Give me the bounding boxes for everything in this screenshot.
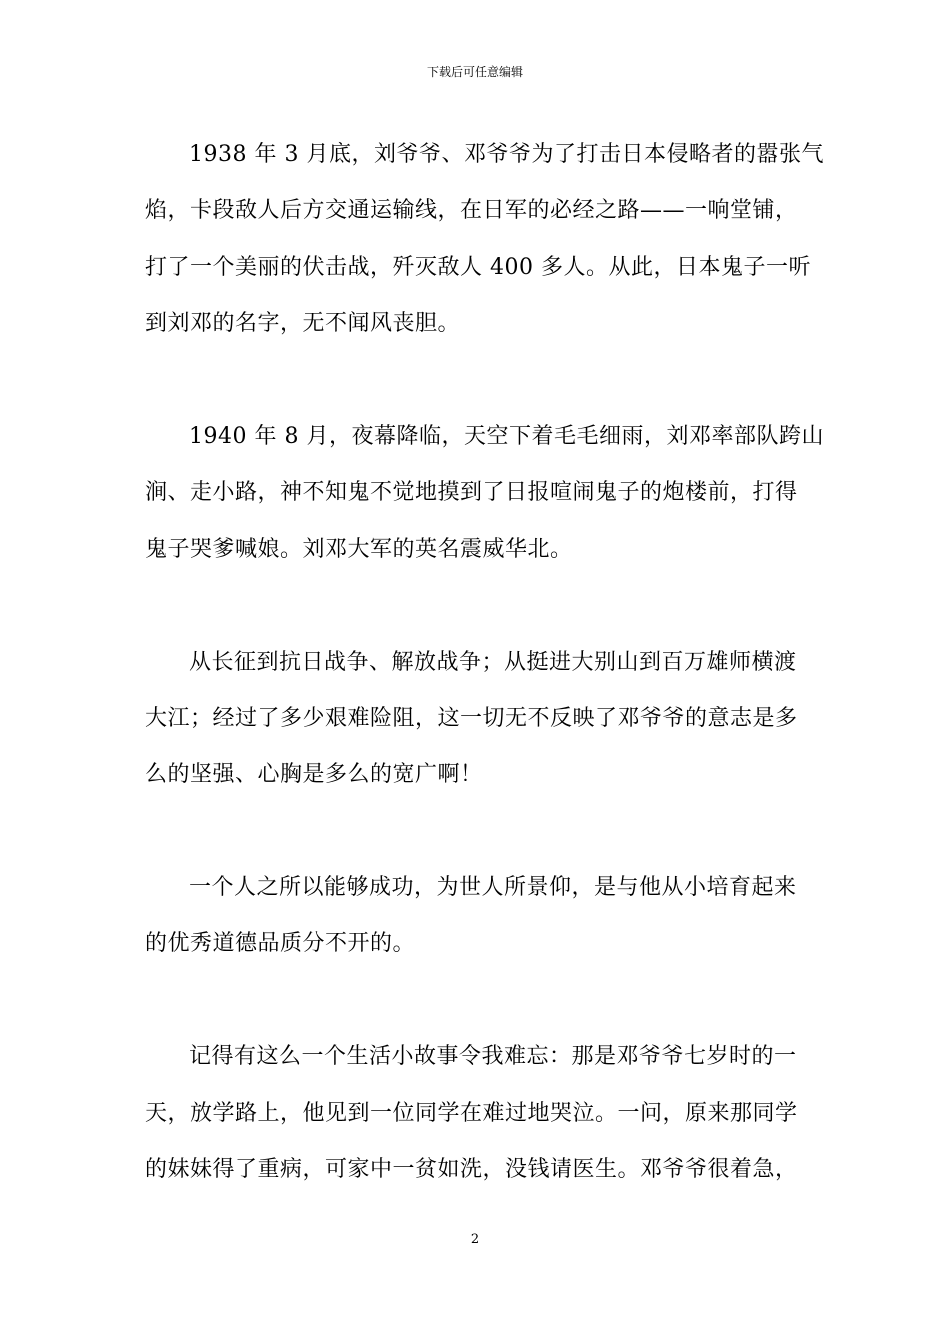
paragraph-4 [145, 860, 809, 973]
text-line: 的妹妹得了重病，可家中一贫如洗，没钱请医生。邓爷爷很着急， [145, 1157, 798, 1183]
text-line: 么的坚强、心胸是多么的宽广啊！ [145, 762, 483, 788]
text-line: 到刘邓的名字，无不闻风丧胆。 [145, 311, 461, 337]
text-line: 记得有这么一个生活小故事令我难忘：那是邓爷爷七岁时的一 [189, 1044, 797, 1070]
paragraph-1 [145, 127, 824, 353]
page-header: 下载后可任意编辑 [426, 65, 523, 79]
text-line: 打了一个美丽的伏击战，歼灭敌人 400 多人。从此，日本鬼子一听 [145, 254, 811, 280]
text-line: 焰，卡段敌人后方交通运输线，在日军的必经之路——一响堂铺， [145, 198, 798, 224]
text-line: 涧、走小路，神不知鬼不觉地摸到了日报喧闹鬼子的炮楼前，打得 [145, 480, 798, 506]
text-line: 1938 年 3 月底，刘爷爷、邓爷爷为了打击日本侵略者的嚣张气 [189, 142, 824, 167]
text-line: 一个人之所以能够成功，为世人所景仰，是与他从小培育起来 [189, 875, 797, 901]
text-line: 大江；经过了多少艰难险阻，这一切无不反映了邓爷爷的意志是多 [145, 705, 798, 731]
paragraph-3 [145, 635, 809, 804]
text-line: 1940 年 8 月，夜幕降临，天空下着毛毛细雨，刘邓率部队跨山 [189, 423, 824, 449]
paragraph-5 [145, 1029, 809, 1198]
paragraph-2 [145, 409, 824, 578]
text-line: 从长征到抗日战争、解放战争；从挺进大别山到百万雄师横渡 [189, 649, 797, 675]
text-line: 鬼子哭爹喊娘。刘邓大军的英名震威华北。 [145, 536, 573, 562]
text-line: 的优秀道德品质分不开的。 [145, 931, 416, 957]
document-body [145, 127, 824, 1198]
text-line: 天，放学路上，他见到一位同学在难过地哭泣。一问，原来那同学 [145, 1100, 798, 1126]
page-number: 2 [470, 1232, 480, 1247]
